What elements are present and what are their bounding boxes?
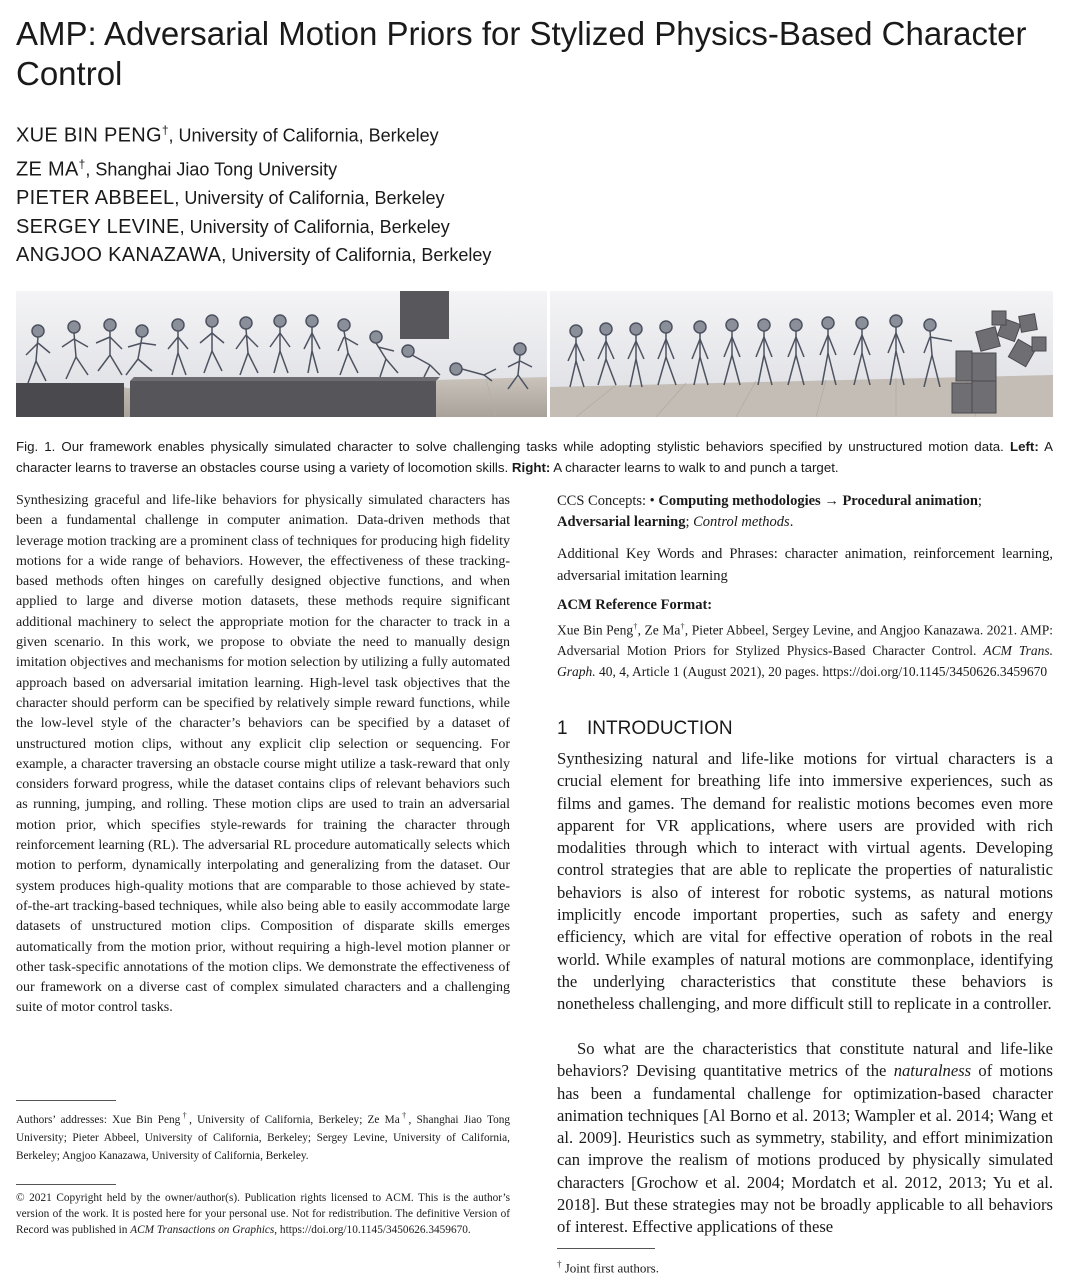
ccs-separator: ; <box>685 514 694 530</box>
figure-label: Fig. 1. <box>16 439 56 454</box>
ccs-label: CCS Concepts: • <box>557 493 659 509</box>
section-heading <box>557 718 733 740</box>
copyright-notice <box>16 1190 510 1238</box>
footnote-mark: † <box>557 1259 562 1269</box>
caption-right-text: A character learns to walk to and punch a target. <box>550 460 839 475</box>
footnote-text: Joint first authors. <box>561 1260 659 1276</box>
reference-format <box>557 617 1053 682</box>
author-line <box>16 213 491 242</box>
ccs-separator: ; <box>977 493 982 509</box>
author-line <box>16 241 491 270</box>
hanging-cube <box>400 291 449 339</box>
ccs-concept: Control methods <box>693 514 790 530</box>
section-number: 1 <box>557 718 568 739</box>
caption-left-label: Left: <box>1009 439 1039 454</box>
author-affiliation: , University of California, Berkeley <box>174 188 445 209</box>
joint-first-mark: † <box>161 123 169 137</box>
keywords: Additional Key Words and Phrases: character animation, reinforcement learning, adversarial imitation learning <box>557 546 1053 584</box>
joint-first-mark: † <box>78 157 86 172</box>
joint-first-mark: † <box>633 622 638 631</box>
author-name: ANGJOO KANAZAWA <box>16 244 222 267</box>
emphasis-text: naturalness <box>893 1061 972 1081</box>
address-text: , University of California, Berkeley; Ze Ma <box>189 1113 400 1126</box>
author-affiliation: , Shanghai Jiao Tong University <box>85 159 338 180</box>
intro-paragraph: Synthesizing natural and life-like motions for virtual characters is a crucial element for breathing life into immersive experiences, such as films and games. The demand for realistic motions becomes even more apparent for VR applications, where users are provided with rich modalities through which to interact with virtual agents. Developing control strategies that are able to replicate the properties of naturalistic behaviors is also of interest for robotic systems, as natural motions implicitly encode important properties, such as safety and energy efficiency, which are vital for effective operation of robots in the real world. While examples of natural motions are commonplace, identifying the underlying characteristics that constitute these behaviors is nonetheless challenging, and more difficult still to replicate in a controller. <box>557 749 1053 1014</box>
caption-left-text: A character learns to traverse an obstacles course using a variety of locomotion skills. <box>16 439 1053 475</box>
reference-text: , Pieter Abbeel, Sergey Levine, and Angjoo Kanazawa. 2021. AMP: Adversarial Motion Priors for Stylized Physics-Based Character Control. <box>557 622 1053 658</box>
journal-name: ACM Transactions on Graphics <box>130 1224 275 1236</box>
author-list <box>16 116 491 270</box>
joint-first-mark: † <box>180 1111 190 1120</box>
section-title: INTRODUCTION <box>587 718 733 739</box>
obstacle-block <box>130 381 436 417</box>
ccs-concept: Adversarial learning <box>557 514 686 530</box>
paper-title: AMP: Adversarial Motion Priors for Stylized Physics-Based Character Control <box>16 15 1027 92</box>
author-name: ZE MA <box>16 158 79 181</box>
footnote-divider <box>557 1248 655 1249</box>
footnote <box>557 1254 659 1278</box>
reference-format-heading: ACM Reference Format: <box>557 597 713 613</box>
copyright-doi[interactable]: , https://doi.org/10.1145/3450626.3459670. <box>274 1224 471 1236</box>
author-affiliation: , University of California, Berkeley <box>221 245 492 266</box>
joint-first-mark: † <box>680 622 685 631</box>
reference-doi[interactable]: 40, 4, Article 1 (August 2021), 20 pages. https://doi.org/10.1145/3450626.3459670 <box>595 663 1048 679</box>
caption-right-label: Right: <box>511 460 551 475</box>
journal-name: ACM Trans. Graph. <box>557 643 1053 679</box>
reference-text: Xue Bin Peng <box>557 622 634 638</box>
teaser-figure <box>16 291 1053 417</box>
caption-text: Our framework enables physically simulated character to solve challenging tasks while adopting stylistic behaviors specified by unstructured motion data. <box>55 439 1010 454</box>
figure-caption <box>16 436 1053 478</box>
reference-text: , Ze Ma <box>637 622 681 638</box>
author-addresses <box>16 1107 510 1165</box>
address-text: Authors’ addresses: Xue Bin Peng <box>16 1113 181 1126</box>
intro-paragraph <box>557 1038 1053 1239</box>
ccs-end: . <box>789 514 794 530</box>
author-line <box>16 150 491 184</box>
author-name: PIETER ABBEEL <box>16 187 175 210</box>
left-panel-obstacle-course <box>16 291 547 417</box>
paragraph-text: So what are the characteristics that constitute natural and life-like behaviors? Devising quantitative metrics of the <box>557 1039 1053 1081</box>
address-text: , Shanghai Jiao Tong University; Pieter Abbeel, University of California, Berkeley; Sergey Levine, University of California, Berkeley; Angjoo Kanazawa, University of California, Berkeley. <box>16 1113 511 1162</box>
obstacle-block <box>16 383 124 417</box>
author-line <box>16 184 491 213</box>
copyright-divider <box>16 1184 116 1185</box>
author-affiliation: , University of California, Berkeley <box>179 216 450 237</box>
abstract: Synthesizing graceful and life-like behaviors for physically simulated characters has been a fundamental challenge in computer animation. Data-driven methods that leverage motion tracking are a prominent class of techniques for producing high fidelity motions for a wide range of behaviors. However, the effectiveness of these tracking-based methods often hinges on carefully designed objective functions, and when applied to large and diverse motion datasets, these methods require significant additional machinery to select the appropriate motion for the character to track in a given scenario. In this work, we propose to obviate the need to manually design imitation objectives and mechanisms for motion selection by utilizing a fully automated approach based on adversarial imitation learning. High-level task objectives that the character should perform can be specified by relatively simple reward functions, while the low-level style of the character’s behaviors can be specified by a dataset of unstructured motion clips, without any explicit clip selection or sequencing. For example, a character traversing an obstacle course might utilize a task-reward that only considers forward progress, while the dataset contains clips of relevant behaviors such as running, jumping, and rolling. These motion clips are used to train an adversarial motion prior, which specifies style-rewards for training the character through reinforcement learning (RL). The adversarial RL procedure automatically selects which motion to perform, dynamically interpolating and generalizing from the dataset. Our system produces high-quality motions that are comparable to those achieved by state-of-the-art tracking-based techniques, while also being able to easily accommodate large datasets of unstructured motion clips. Composition of disparate skills emerges automatically from the motion prior, without requiring a high-level motion planner or other task-specific annotations of the motion clips. We demonstrate the effectiveness of our framework on a diverse cast of complex simulated characters and a challenging suite of motor control tasks. <box>16 493 510 1016</box>
address-divider <box>16 1100 116 1101</box>
author-name: SERGEY LEVINE <box>16 215 180 238</box>
author-line <box>16 116 491 150</box>
author-name: XUE BIN PENG <box>16 124 162 147</box>
joint-first-mark: † <box>399 1111 409 1120</box>
right-panel-walk-and-punch <box>550 291 1053 417</box>
ccs-concepts <box>557 491 1053 533</box>
paragraph-text: of motions has been a fundamental challenge for optimization-based character animation techniques [Al Borno et al. 2013; Wampler et al. 2014; Wang et al. 2009]. Heuristics such as symmetry, stability, and effort minimization can improve the realism of motions produced by physically simulated characters [Grochow et al. 2004; Mordatch et al. 2012, 2013; Yu et al. 2018]. But these strategies may not be broadly applicable to all behaviors of interest. Effective applications of these <box>557 1061 1053 1237</box>
ccs-concept: Computing methodologies → Procedural animation <box>658 493 978 509</box>
author-affiliation: , University of California, Berkeley <box>168 125 439 146</box>
copyright-text: © 2021 Copyright held by the owner/author(s). Publication rights licensed to ACM. This is the author’s version of the work. It is posted here for your personal use. Not for redistribution. The definitive Version of Record was published in <box>16 1192 510 1236</box>
